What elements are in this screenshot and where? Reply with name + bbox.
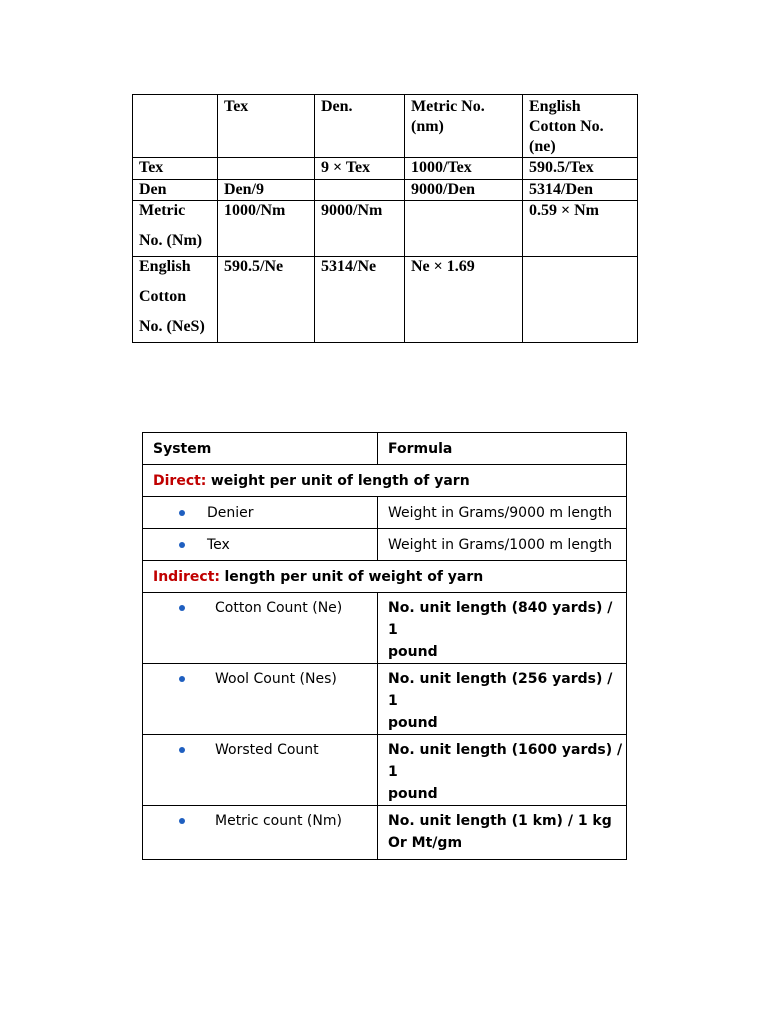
system-name-cell: Denier (143, 497, 378, 529)
yarn-count-systems-table (142, 432, 627, 860)
header-cell-english: English Cotton No. (ne) (523, 95, 638, 158)
row-label: Den (133, 180, 218, 201)
indirect-section-row (143, 561, 627, 593)
bullet-icon (179, 676, 185, 682)
formula-cell: No. unit length (256 yards) / 1 pound (378, 664, 627, 735)
table-cell: Den/9 (218, 180, 315, 201)
table-cell (315, 180, 405, 201)
row-label: Tex (133, 158, 218, 180)
table-cell: 9000/Nm (315, 201, 405, 257)
header-cell-metric: Metric No. (nm) (405, 95, 523, 158)
header-cell-tex: Tex (218, 95, 315, 158)
table-cell: 1000/Tex (405, 158, 523, 180)
header-cell-system: System (143, 433, 378, 465)
indirect-section-heading: Indirect: length per unit of weight of yarn (143, 561, 627, 593)
formula-cell: Weight in Grams/1000 m length (378, 529, 627, 561)
table-cell: 590.5/Ne (218, 257, 315, 343)
bullet-icon (179, 510, 185, 516)
row-label: English Cotton No. (NeS) (133, 257, 218, 343)
direct-section-heading: Direct: weight per unit of length of yarn (143, 465, 627, 497)
table-cell: 5314/Den (523, 180, 638, 201)
list-item (143, 593, 627, 664)
header-cell-empty (133, 95, 218, 158)
system-name-cell: Worsted Count (143, 735, 378, 806)
system-name-cell: Wool Count (Nes) (143, 664, 378, 735)
conversion-row-tex (133, 158, 638, 180)
list-item (143, 529, 627, 561)
system-name-cell: Tex (143, 529, 378, 561)
systems-header-row (143, 433, 627, 465)
row-label: Metric No. (Nm) (133, 201, 218, 257)
direct-section-row (143, 465, 627, 497)
formula-cell: No. unit length (840 yards) / 1 pound (378, 593, 627, 664)
conversion-row-english (133, 257, 638, 343)
conversion-table (132, 94, 638, 343)
table-cell: 590.5/Tex (523, 158, 638, 180)
table-cell: 9 × Tex (315, 158, 405, 180)
table-cell (405, 201, 523, 257)
table-cell: Ne × 1.69 (405, 257, 523, 343)
list-item (143, 806, 627, 860)
bullet-icon (179, 605, 185, 611)
table-cell: 5314/Ne (315, 257, 405, 343)
list-item (143, 664, 627, 735)
conversion-row-metric (133, 201, 638, 257)
list-item (143, 735, 627, 806)
conversion-header-row (133, 95, 638, 158)
system-name-cell: Metric count (Nm) (143, 806, 378, 860)
header-cell-formula: Formula (378, 433, 627, 465)
table-cell (523, 257, 638, 343)
table-cell: 0.59 × Nm (523, 201, 638, 257)
bullet-icon (179, 747, 185, 753)
bullet-icon (179, 818, 185, 824)
formula-cell: Weight in Grams/9000 m length (378, 497, 627, 529)
list-item (143, 497, 627, 529)
formula-cell: No. unit length (1 km) / 1 kg Or Mt/gm (378, 806, 627, 860)
table-cell: 1000/Nm (218, 201, 315, 257)
bullet-icon (179, 542, 185, 548)
system-name-cell: Cotton Count (Ne) (143, 593, 378, 664)
header-cell-den: Den. (315, 95, 405, 158)
formula-cell: No. unit length (1600 yards) / 1 pound (378, 735, 627, 806)
table-cell: 9000/Den (405, 180, 523, 201)
table-cell (218, 158, 315, 180)
